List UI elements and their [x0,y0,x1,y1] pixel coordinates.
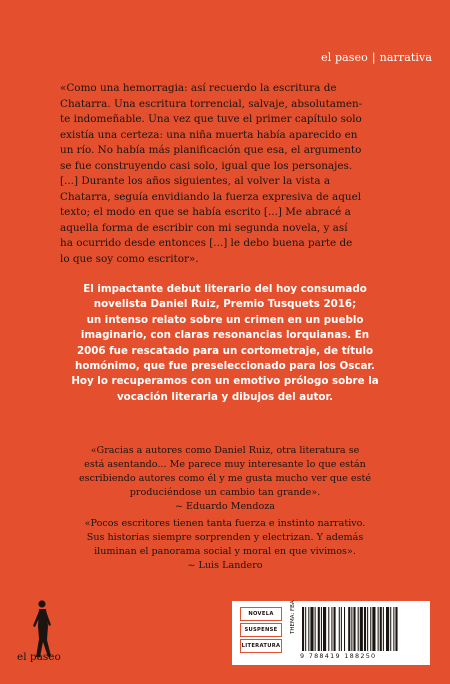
barcode-bar [341,607,342,651]
isbn-barcode [302,607,422,651]
blurb-line: 2006 fue rescatado para un cortometraje, de título [76,344,374,357]
barcode-bar [353,607,355,651]
barcode-bar [328,607,329,651]
blurb-line: Hoy lo recuperamos con un emotivo prólogo sobre la [71,375,379,388]
blurb-line: novelista Daniel Ruiz, Premio Tusquets 2016; [93,298,357,311]
barcode-bar [383,607,384,651]
barcode-bar [308,607,309,651]
barcode-bar [367,607,368,651]
barcode-bar [358,607,359,651]
quote-line: ha ocurrido desde entonces [...] le debo buena parte de [60,237,353,249]
barcode-bar [321,607,322,651]
praise-line: produciéndose un cambio tan grande». [129,487,321,499]
quote-line: Chatarra. Una escritura torrencial, salvaje, absolutamen- [60,97,363,110]
barcode-bar [305,607,306,651]
quote-line: se fue construyendo casi solo, igual que los personajes. [60,159,353,172]
barcode-panel [232,601,430,665]
barcode-bar [370,607,371,651]
barcode-bar [344,607,345,651]
barcode-bar [315,607,316,651]
quote-line: lo que soy como escritor». [60,252,199,265]
quote-line: aquella forma de escribir con mi segunda novela, y así [60,221,348,234]
praise-author: ~ Luis Landero [187,560,263,572]
barcode-bar [380,607,382,651]
praise-author: ~ Eduardo Mendoza [174,501,276,513]
blurb-line: El impactante debut literario del hoy consumado [83,283,367,295]
collection-name: narrativa [379,51,432,64]
praise-line: iluminan el panorama social y moral en que vivimos». [94,546,356,558]
praise-line: escribiendo autores como él y me gusta mucho ver que esté [78,473,372,485]
praise-line: Sus historias siempre sorprenden y electrizan. Y además [86,532,364,544]
publisher-name: el paseo [321,51,368,64]
barcode-bar [339,607,340,651]
publisher-logo-text: el paseo [17,651,61,663]
genre-tag-novela: NOVELA [240,607,282,621]
praise-line: está asentando... Me parece muy interesante lo que están [84,459,366,471]
series-separator: | [371,51,376,64]
barcode-bar [386,607,389,651]
quote-line: [...] Durante los años siguientes, al volver la vista a [60,175,331,187]
barcode-bar [348,607,350,651]
blurb-line: un intenso relato sobre un crimen en un pueblo [86,313,364,326]
series-label [321,51,432,64]
barcode-bar [334,607,336,651]
quote-line: texto; el modo en que se había escrito [...] Me abracé a [60,206,351,218]
quote-line: te indomeñable. Una vez que tuve el primer capítulo solo [60,113,362,125]
thema-code: THEMA: FBA [290,600,296,634]
quote-line: existía una certeza: una niña muerta había aparecido en [60,128,358,141]
barcode-bar [378,607,379,651]
barcode-bar [395,607,397,651]
author-quote [60,81,390,267]
barcode-bar [360,607,363,651]
praise-line: «Gracias a autores como Daniel Ruiz, otra literatura se [90,445,360,456]
book-blurb [58,282,392,405]
praise-line: «Pocos escritores tienen tanta fuerza e instinto narrativo. [84,518,366,529]
barcode-bar [310,607,313,651]
genre-tag-suspense: SUSPENSE [240,623,282,637]
blurb-line: imaginario, con claras resonancias lorquianas. En [80,329,370,342]
barcode-bar [364,607,366,651]
barcode-bar [393,607,394,651]
genre-tag-literatura: LITERATURA [240,639,282,653]
barcode-bar [318,607,320,651]
quote-line: un río. No había más planificación que esa, el argumento [60,144,362,156]
quote-line: «Como una hemorragia: así recuerdo la escritura de [60,82,337,94]
barcode-bar [372,607,375,651]
barcode-bar [331,607,332,651]
barcode-bar [302,607,304,651]
barcode-bar [323,607,326,651]
praise-quote-mendoza [60,444,390,514]
barcode-bar [351,607,352,651]
blurb-line: homónimo, que fue preseleccionado para los Oscar. [75,360,375,373]
praise-quote-landero [60,517,390,573]
isbn-number: 9 788419 188250 [300,652,377,660]
quote-line: Chatarra, seguía envidiando la fuerza expresiva de aquel [60,190,362,203]
blurb-line: vocación literaria y dibujos del autor. [116,390,334,403]
barcode-bar [390,607,391,651]
